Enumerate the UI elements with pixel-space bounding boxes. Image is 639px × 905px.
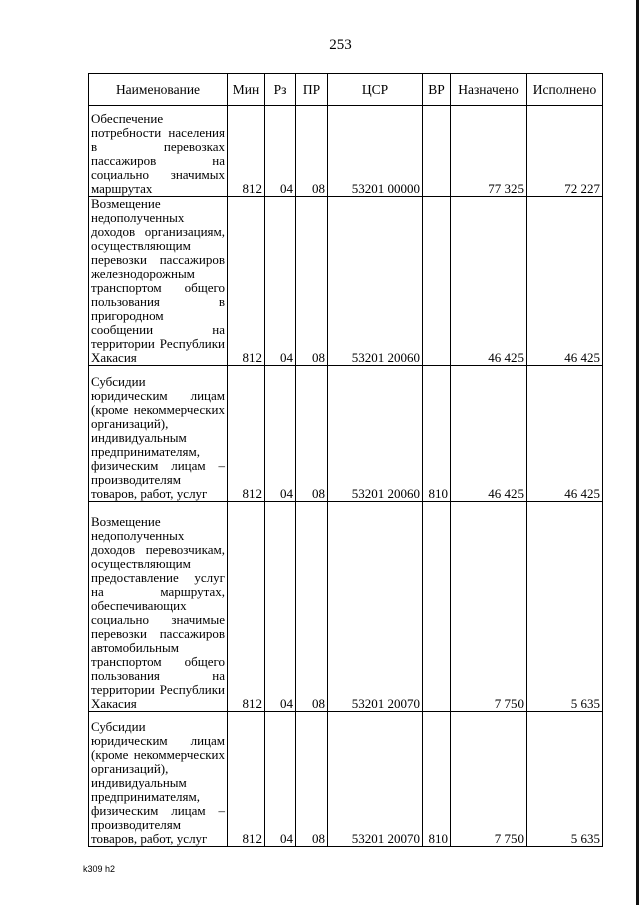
row-min: 812: [228, 712, 265, 847]
footer-code: k309 h2: [83, 864, 116, 874]
row-pr: 08: [296, 502, 328, 712]
row-min: 812: [228, 197, 265, 366]
row-rz: 04: [265, 197, 296, 366]
table-row: [89, 366, 603, 502]
header-pr: ПР: [296, 74, 328, 106]
row-csr: 53201 00000: [328, 106, 423, 197]
row-pr: 08: [296, 712, 328, 847]
header-assigned: Назначено: [451, 74, 527, 106]
row-csr: 53201 20060: [328, 366, 423, 502]
row-vr: [423, 106, 451, 197]
table-header-row: [89, 74, 603, 106]
row-assigned: 46 425: [451, 197, 527, 366]
row-name: Субсидии юридическим лицам (кроме некоммерческих организаций), индивидуальным предпринимателям, физическим лицам – производителям товаров, работ, услуг: [89, 366, 228, 502]
page-number: 253: [329, 37, 352, 53]
header-vr: ВР: [423, 74, 451, 106]
row-rz: 04: [265, 712, 296, 847]
row-assigned: 46 425: [451, 366, 527, 502]
row-rz: 04: [265, 106, 296, 197]
table-row: [89, 106, 603, 197]
header-rz: Рз: [265, 74, 296, 106]
table-row: [89, 712, 603, 847]
header-csr: ЦСР: [328, 74, 423, 106]
row-pr: 08: [296, 197, 328, 366]
row-name: Субсидии юридическим лицам (кроме некоммерческих организаций), индивидуальным предпринимателям, физическим лицам – производителям товаров, работ, услуг: [89, 712, 228, 847]
header-min: Мин: [228, 74, 265, 106]
row-rz: 04: [265, 502, 296, 712]
row-name: Возмещение недополученных доходов перевозчикам, осуществляющим предоставление услуг на маршрутах, обеспечивающих социально значимые перевозки пассажиров автомобильным транспортом общего пользования на территории Республики Хакасия: [89, 502, 228, 712]
row-rz: 04: [265, 366, 296, 502]
row-assigned: 7 750: [451, 712, 527, 847]
row-executed: 46 425: [527, 366, 603, 502]
row-assigned: 7 750: [451, 502, 527, 712]
table-row: [89, 197, 603, 366]
row-vr: [423, 502, 451, 712]
row-name: Обеспечение потребности населения в перевозках пассажиров на социально значимых маршрутах: [89, 106, 228, 197]
row-csr: 53201 20060: [328, 197, 423, 366]
row-assigned: 77 325: [451, 106, 527, 197]
header-name: Наименование: [89, 74, 228, 106]
row-pr: 08: [296, 106, 328, 197]
row-min: 812: [228, 502, 265, 712]
row-vr: [423, 197, 451, 366]
row-vr: 810: [423, 712, 451, 847]
row-executed: 72 227: [527, 106, 603, 197]
row-executed: 5 635: [527, 502, 603, 712]
row-min: 812: [228, 366, 265, 502]
row-csr: 53201 20070: [328, 502, 423, 712]
row-executed: 46 425: [527, 197, 603, 366]
row-csr: 53201 20070: [328, 712, 423, 847]
table-row: [89, 502, 603, 712]
row-vr: 810: [423, 366, 451, 502]
row-executed: 5 635: [527, 712, 603, 847]
budget-table: [88, 73, 603, 847]
row-pr: 08: [296, 366, 328, 502]
row-name: Возмещение недополученных доходов организациям, осуществляющим перевозки пассажиров железнодорожным транспортом общего пользования в пригородном сообщении на территории Республики Хакасия: [89, 197, 228, 366]
row-min: 812: [228, 106, 265, 197]
header-executed: Исполнено: [527, 74, 603, 106]
